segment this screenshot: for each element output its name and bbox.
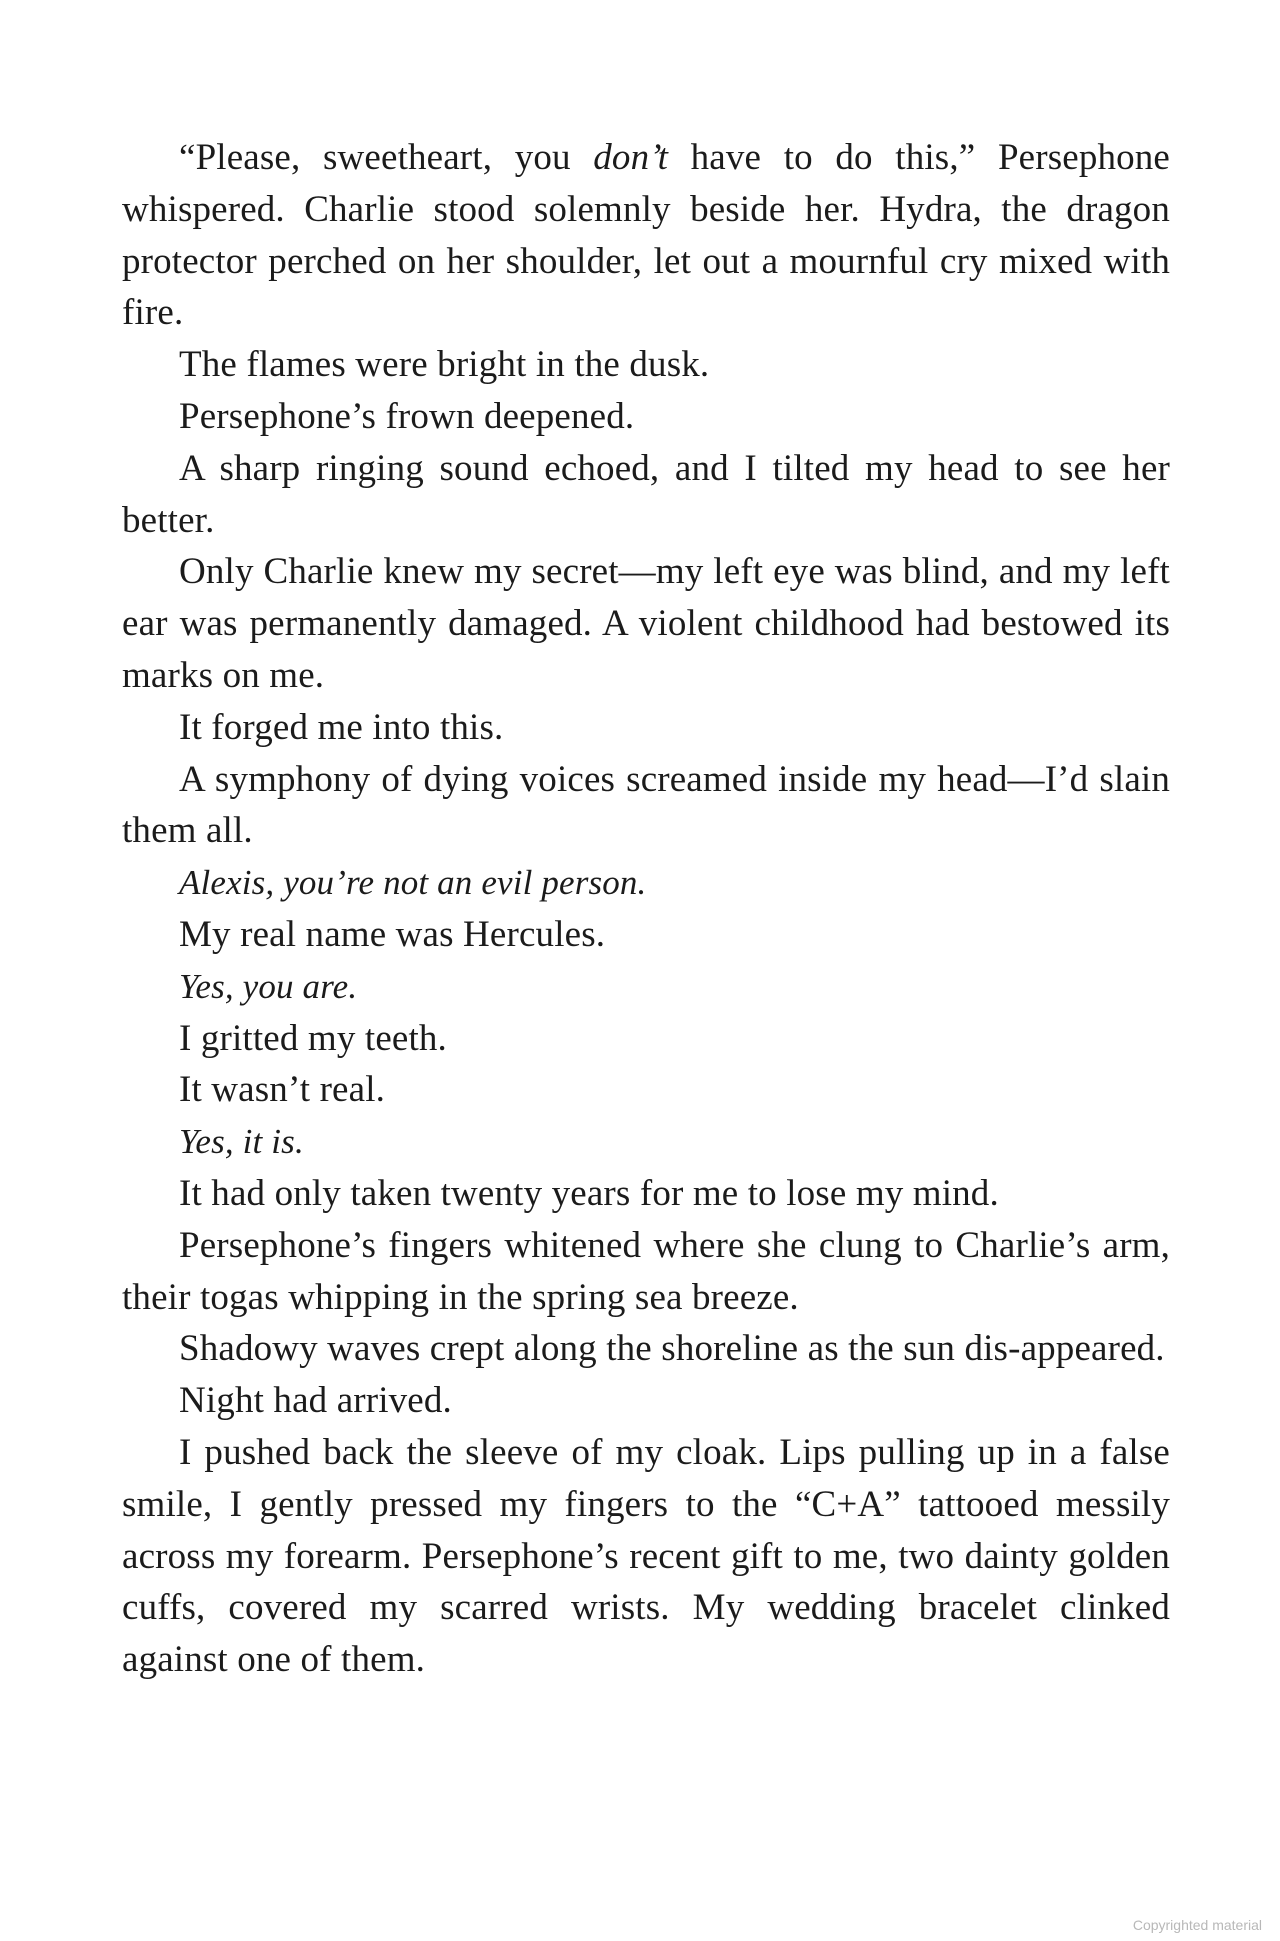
- text-span: A sharp ringing sound echoed, and I tilted my head to see her better.: [122, 447, 1170, 541]
- text-span: Shadowy waves crept along the shoreline as the sun dis-appeared.: [179, 1328, 1165, 1370]
- text-span: Persephone’s fingers whitened where she clung to Charlie’s arm, their togas whipping in the spring sea breeze.: [122, 1224, 1170, 1318]
- paragraph: [122, 1220, 1170, 1324]
- paragraph: [122, 702, 1170, 754]
- paragraph: [122, 132, 1170, 339]
- text-span: My real name was Hercules.: [179, 913, 606, 955]
- text-span: It had only taken twenty years for me to lose my mind.: [179, 1172, 999, 1214]
- paragraph: [122, 1064, 1170, 1116]
- text-span: I gritted my teeth.: [179, 1017, 447, 1059]
- text-span: Yes, it is.: [179, 1122, 304, 1162]
- paragraph: [122, 1013, 1170, 1065]
- copyright-watermark: Copyrighted material: [1132, 1917, 1262, 1933]
- book-page-text: [122, 132, 1170, 1686]
- italic-thought-paragraph: [122, 961, 1170, 1013]
- text-span: Yes, you are.: [179, 966, 358, 1006]
- paragraph: [122, 1168, 1170, 1220]
- text-span: “Please, sweetheart, you: [179, 137, 594, 178]
- text-span: Only Charlie knew my secret—my left eye was blind, and my left ear was permanently damaged. A violent childhood had bestowed its marks on me.: [122, 551, 1170, 696]
- paragraph: [122, 754, 1170, 858]
- text-span: Night had arrived.: [179, 1380, 452, 1422]
- paragraph: [122, 909, 1170, 961]
- text-span: The flames were bright in the dusk.: [179, 344, 710, 386]
- text-span: Alexis, you’re not an evil person.: [179, 863, 647, 903]
- italic-thought-paragraph: [122, 857, 1170, 909]
- text-span: I pushed back the sleeve of my cloak. Lips pulling up in a false smile, I gently pressed my fingers to the “C+A” tattooed messily across my forearm. Persephone’s recent gift to me, two dainty golden cuffs, covered my scarred wrists. My wedding bracelet clinked against one of them.: [122, 1431, 1170, 1681]
- text-span: A symphony of dying voices screamed inside my head—I’d slain them all.: [122, 758, 1170, 852]
- paragraph: [122, 1375, 1170, 1427]
- italic-text-span: don’t: [593, 137, 669, 178]
- paragraph: [122, 339, 1170, 391]
- text-span: It forged me into this.: [179, 706, 504, 748]
- text-span: It wasn’t real.: [179, 1069, 386, 1111]
- text-span: Persephone’s frown deepened.: [179, 395, 635, 437]
- paragraph: [122, 1323, 1170, 1375]
- paragraph: [122, 443, 1170, 547]
- paragraph: [122, 391, 1170, 443]
- italic-thought-paragraph: [122, 1116, 1170, 1168]
- paragraph: [122, 1427, 1170, 1686]
- paragraph: [122, 546, 1170, 701]
- text-span: have to do this,” Persephone whispered. Charlie stood solemnly beside her. Hydra, the dragon protector perched on her shoulder, let out a mournful cry mixed with fire.: [122, 137, 1171, 334]
